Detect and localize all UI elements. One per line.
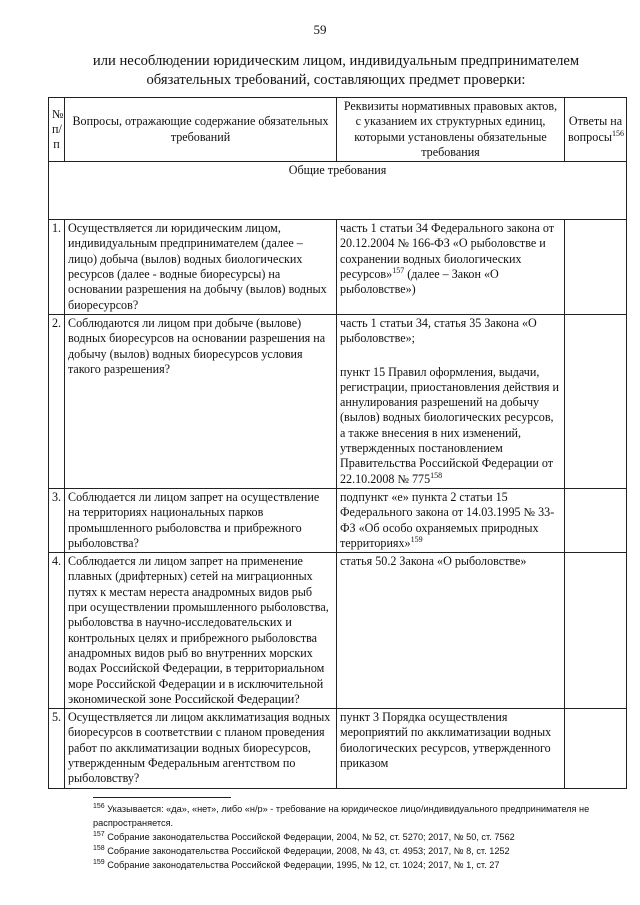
header-answers-label: Ответы на вопросы	[568, 114, 623, 144]
footnote-text: Собрание законодательства Российской Федерации, 2004, № 52, ст. 5270; 2017, № 50, ст. 7562	[104, 832, 515, 842]
row-requisites	[337, 488, 565, 552]
header-answers	[565, 98, 627, 162]
row-answer	[565, 488, 627, 552]
table-row	[49, 709, 627, 788]
section-title: Общие требования	[49, 162, 627, 220]
footnote-ref: 158	[430, 470, 443, 480]
row-question: Соблюдаются ли лицом при добыче (вылове) водных биоресурсов на основании разрешения на добычу (вылов) водных биоресурсов условия такого разрешения?	[65, 314, 337, 488]
row-number: 5.	[49, 709, 65, 788]
table-row	[49, 220, 627, 315]
footnote-divider	[93, 797, 231, 798]
footnote	[93, 858, 603, 872]
footnote-text: Собрание законодательства Российской Федерации, 1995, № 12, ст. 1024; 2017, № 1, ст. 27	[104, 860, 500, 870]
row-question: Соблюдается ли лицом запрет на применение плавных (дрифтерных) сетей на миграционных путях к местам нереста анадромных видов рыб при осуществлении промышленного рыболовства, рыболовства в научно-исследовательских и контрольных целях и прибрежного рыболовства анадромных видов рыб во внутренних морских водах Российской Федерации, в территориальном море Российской Федерации и в исключительной экономической зоне Российской Федерации?	[65, 553, 337, 709]
footnote-number: 157	[93, 830, 105, 838]
row-answer	[565, 709, 627, 788]
section-row	[49, 162, 627, 220]
row-number: 3.	[49, 488, 65, 552]
footnote-number: 158	[93, 844, 105, 852]
table-row	[49, 553, 627, 709]
footnote	[93, 844, 603, 858]
footnotes	[93, 802, 603, 872]
intro-text: или несоблюдении юридическим лицом, индивидуальным предпринимателем обязательных требований, составляющих предмет проверки:	[92, 53, 580, 88]
footnote-ref: 157	[392, 266, 405, 276]
row-requisites: статья 50.2 Закона «О рыболовстве»	[337, 553, 565, 709]
row-requisites	[337, 220, 565, 315]
row-question: Осуществляется ли юридическим лицом, индивидуальным предпринимателем (далее – лицо) добыча (вылов) водных биологических ресурсов (далее - водные биоресурсы) на основании разрешения на добычу (вылов) водных биоресурсов?	[65, 220, 337, 315]
requisites-text-cont: пункт 15 Правил оформления, выдачи, регистрации, приостановления действия и аннулирования разрешений на добычу (вылов) водных биологических ресурсов, а также внесения в них изменений, утвержденных постановлением Правительства Российской Федерации от 22.10.2008 № 775	[340, 364, 559, 486]
table-row	[49, 314, 627, 488]
row-answer	[565, 220, 627, 315]
row-question: Осуществляется ли лицом акклиматизация водных биоресурсов в соответствии с планом проведения работ по акклиматизации водных биоресурсов, утвержденным Федеральным агентством по рыболовству?	[65, 709, 337, 788]
page-number: 59	[313, 22, 327, 37]
row-requisites: пункт 3 Порядка осуществления мероприятий по акклиматизации водных биологических ресурсов, утвержденного приказом	[337, 709, 565, 788]
table-header-row	[49, 98, 627, 162]
footnote-ref: 156	[612, 128, 625, 138]
footnote-number: 156	[93, 802, 105, 810]
table-row	[49, 488, 627, 552]
requisites-text: подпункт «е» пункта 2 статьи 15 Федерального закона от 14.03.1995 № 33-ФЗ «Об особо охраняемых природных территориях»	[340, 489, 555, 550]
requisites-text-cont: (далее – Закон «О рыболовстве»)	[340, 267, 499, 297]
footnote-text: Собрание законодательства Российской Федерации, 2008, № 43, ст. 4953; 2017, № 8, ст. 1252	[104, 846, 510, 856]
row-requisites	[337, 314, 565, 488]
requisites-paragraph	[340, 365, 561, 487]
row-answer	[565, 553, 627, 709]
footnote-number: 159	[93, 858, 105, 866]
row-answer	[565, 314, 627, 488]
footnote	[93, 830, 603, 844]
row-number: 2.	[49, 314, 65, 488]
requisites-text: часть 1 статьи 34 Федерального закона от 20.12.2004 № 166-ФЗ «О рыболовстве и сохранении водных биологических ресурсов»	[340, 221, 555, 282]
footnote	[93, 802, 603, 830]
row-question: Соблюдается ли лицом запрет на осуществление на территориях национальных парков промышленного рыболовства и прибрежного рыболовства?	[65, 488, 337, 552]
header-requisites: Реквизиты нормативных правовых актов, с указанием их структурных единиц, которыми установлены обязательные требования	[337, 98, 565, 162]
row-number: 1.	[49, 220, 65, 315]
paragraph-gap	[340, 347, 561, 365]
footnote-text: Указывается: «да», «нет», либо «н/р» - требование на юридическое лицо/индивидуального предпринимателя не распространяется.	[93, 804, 590, 828]
header-question: Вопросы, отражающие содержание обязательных требований	[65, 98, 337, 162]
header-num: № п/п	[49, 98, 65, 162]
requirements-table	[48, 97, 627, 789]
row-number: 4.	[49, 553, 65, 709]
footnote-ref: 159	[410, 534, 423, 544]
requisites-text: часть 1 статьи 34, статья 35 Закона «О рыболовстве»;	[340, 315, 537, 346]
